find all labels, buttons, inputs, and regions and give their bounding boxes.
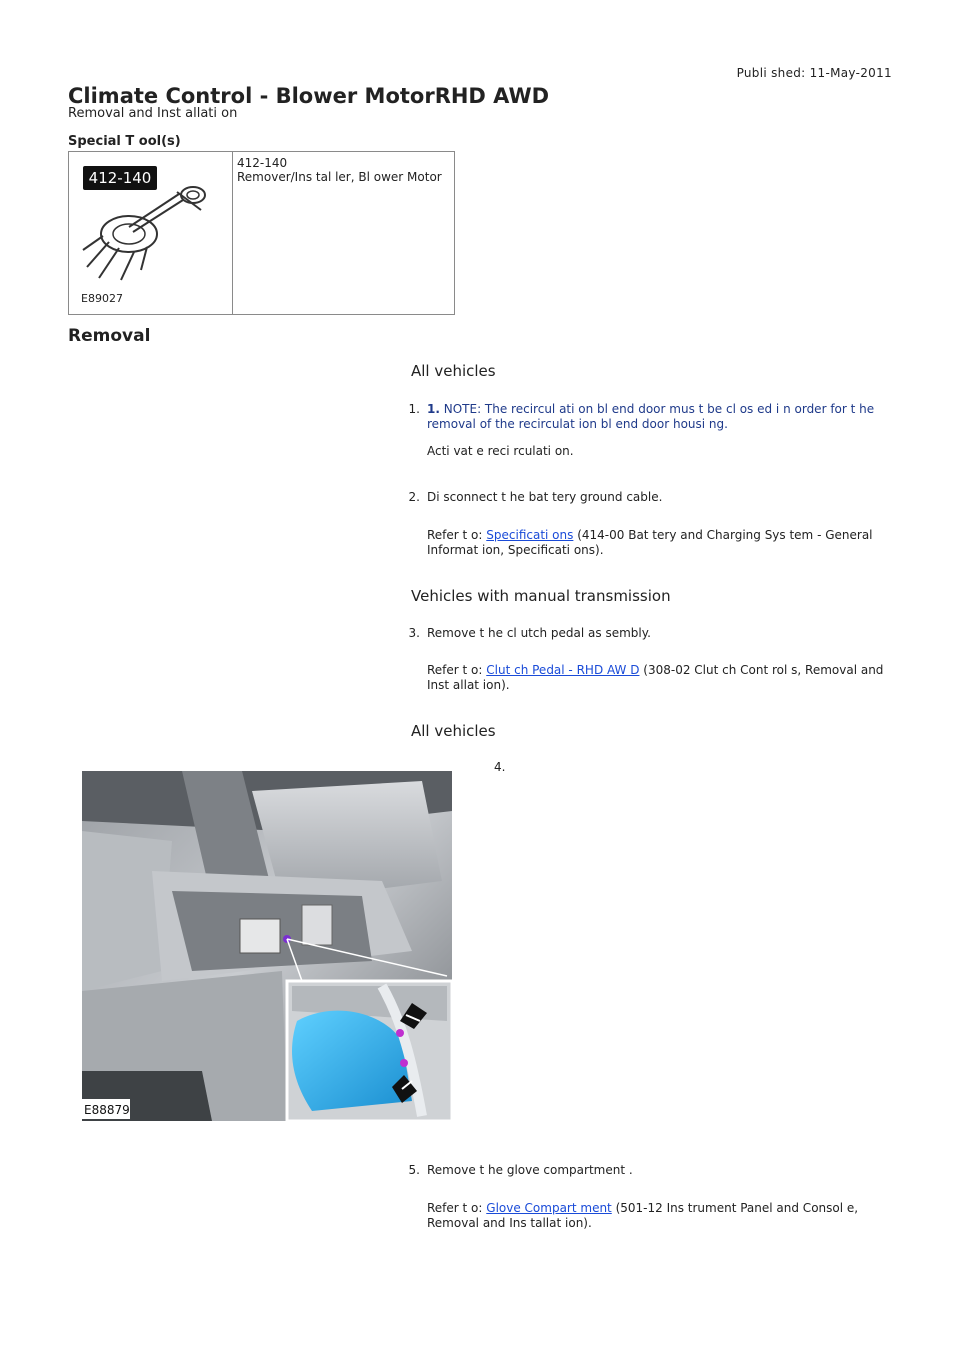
step-3-text: Remove t he cl utch pedal as sembly. bbox=[427, 626, 651, 640]
step-1-note bbox=[427, 402, 897, 432]
blower-motor-photo bbox=[82, 771, 452, 1121]
subheading-manual-transmission: Vehicles with manual transmission bbox=[411, 587, 671, 605]
tool-badge-text: 412-140 bbox=[88, 169, 152, 187]
subheading-all-vehicles-2: All vehicles bbox=[411, 722, 496, 740]
note-step-ref: 1. bbox=[427, 402, 440, 416]
special-tools-table bbox=[68, 151, 455, 315]
tool-name: Remover/Ins tal ler, Bl ower Motor bbox=[237, 170, 442, 184]
step-number: 1. bbox=[408, 402, 420, 416]
step-2-reference bbox=[427, 528, 897, 558]
step-5-reference bbox=[427, 1201, 897, 1231]
step-3-reference bbox=[427, 663, 897, 693]
step-number: 3. bbox=[408, 626, 420, 640]
published-date: Publi shed: 11-May-2011 bbox=[736, 66, 892, 80]
tool-illustration bbox=[69, 152, 232, 314]
ref-suffix: (414-00 Bat tery and Charging Sys tem - General Informat ion, Specificati ons). bbox=[427, 528, 873, 557]
step-number: 5. bbox=[408, 1163, 420, 1177]
photo-code: E88879 bbox=[84, 1103, 130, 1117]
removal-heading: Removal bbox=[68, 326, 151, 346]
step-5-text: Remove t he glove compartment . bbox=[427, 1163, 633, 1177]
ref-prefix: Refer t o: bbox=[427, 1201, 487, 1215]
ref-suffix: (308-02 Clut ch Cont rol s, Removal and Inst allat ion). bbox=[427, 663, 884, 692]
page-subtitle: Removal and Inst allati on bbox=[68, 106, 238, 121]
step-1-text: Acti vat e reci rculati on. bbox=[427, 444, 574, 458]
subheading-all-vehicles: All vehicles bbox=[411, 362, 496, 380]
tool-number: 412-140 bbox=[237, 156, 288, 170]
clutch-pedal-link[interactable]: Clut ch Pedal - RHD AW D bbox=[486, 663, 640, 677]
tool-description bbox=[237, 156, 442, 184]
note-text: NOTE: The recircul ati on bl end door mus t be cl os ed i n order for t he removal of the recirculat ion bl end door housi ng. bbox=[427, 402, 875, 431]
specifications-link[interactable]: Specificati ons bbox=[486, 528, 574, 542]
ref-prefix: Refer t o: bbox=[427, 663, 487, 677]
ref-prefix: Refer t o: bbox=[427, 528, 487, 542]
step-number: 2. bbox=[408, 490, 420, 504]
step-2-text: Di sconnect t he bat tery ground cable. bbox=[427, 490, 663, 504]
ref-suffix: (501-12 Ins trument Panel and Consol e, Removal and Ins tallat ion). bbox=[427, 1201, 859, 1230]
tool-image-code: E89027 bbox=[81, 292, 123, 305]
tool-image-cell bbox=[69, 152, 233, 314]
glove-compartment-link[interactable]: Glove Compart ment bbox=[486, 1201, 612, 1215]
special-tools-label: Special T ool(s) bbox=[68, 134, 181, 149]
step-number: 4. bbox=[494, 760, 506, 774]
page-title: Climate Control - Blower MotorRHD AWD bbox=[68, 84, 550, 108]
